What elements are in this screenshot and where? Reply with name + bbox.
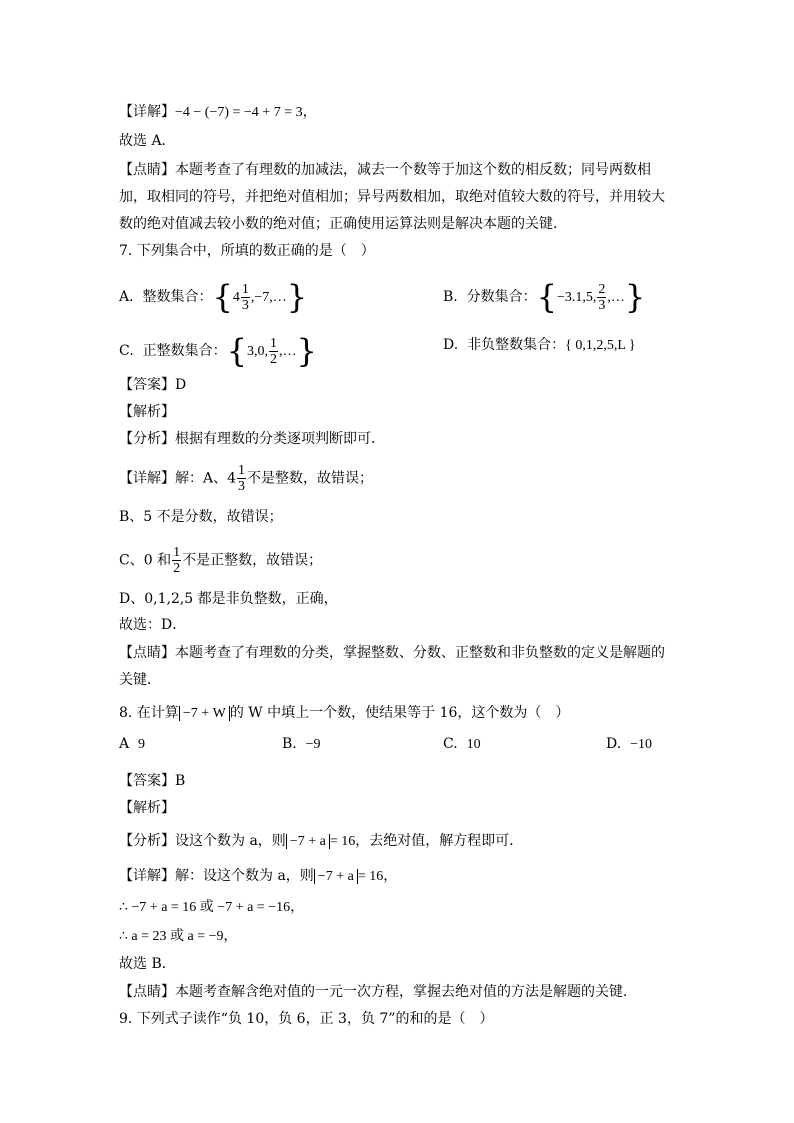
q6-detail bbox=[119, 102, 317, 123]
q8-analysis: 【分析】设这个数为 a，则 −7 + a = 16，去绝对值，解方程即可． bbox=[119, 833, 524, 849]
fraction: $\frac{1}{2}$ bbox=[269, 335, 277, 367]
q7-choice: 故选：D． bbox=[119, 617, 187, 633]
q8-stem: 8. 在计算 −7 + W 的 W 中填上一个数，使结果等于 16，这个数为（ ） bbox=[119, 705, 570, 721]
q7-option-b: B. 分数集合：{−3.1,5, $\frac{2}{3}$ ,…} bbox=[443, 278, 646, 316]
fraction: $\frac{1}{3}$ bbox=[238, 463, 246, 494]
q6-comment-line-1: 【点睛】本题考查了有理数的加减法，减去一个数等于加这个数的相反数；同号两数相 bbox=[119, 162, 651, 178]
absolute-value-expression: −7 + W bbox=[179, 706, 230, 721]
q8-option-b: B. −9 bbox=[282, 736, 321, 752]
q8-option-c: C. 10 bbox=[443, 736, 481, 752]
q7-comment-line-1: 【点睛】本题考查了有理数的分类，掌握整数、分数、正整数和非负整数的定义是解题的 bbox=[119, 645, 665, 661]
q8-answer: 【答案】B bbox=[119, 773, 186, 789]
left-brace: { bbox=[212, 278, 233, 316]
fraction: $\frac{1}{3}$ bbox=[241, 281, 249, 313]
q7-option-c: C. 正整数集合：{3,0, $\frac{1}{2}$ ,…} bbox=[119, 332, 317, 370]
comment-tag: 【点睛】 bbox=[119, 162, 175, 178]
q6-comment-line-3: 数的绝对值减去较小数的绝对值；正确使用运算法则是解决本题的关键． bbox=[119, 216, 567, 232]
q7-detail-d: D、0,1,2,5 都是非负整数，正确， bbox=[119, 591, 338, 607]
absolute-value-expression: −7 + a bbox=[314, 869, 358, 884]
q8-step-1: ∴ −7 + a = 16 或 −7 + a = −16， bbox=[119, 900, 305, 915]
q7-detail-a: 【详解】解：A、4 $\frac{1}{3}$ 不是整数，故错误； bbox=[119, 463, 374, 494]
right-brace: } bbox=[286, 278, 308, 316]
q8-detail: 【详解】解：设这个数为 a，则 −7 + a = 16， bbox=[119, 868, 398, 884]
absolute-value-expression: −7 + a bbox=[286, 834, 330, 849]
q8-step-2: ∴ a = 23 或 a = −9， bbox=[119, 929, 238, 944]
q7-comment-line-2: 关键． bbox=[119, 672, 161, 688]
q8-option-a: A 9 bbox=[119, 736, 146, 752]
detail-tag: 【详解】 bbox=[119, 104, 175, 120]
q7-analysis: 【分析】根据有理数的分类逐项判断即可． bbox=[119, 431, 385, 447]
q8-option-d: D. −10 bbox=[606, 736, 652, 752]
q7-answer: 【答案】D bbox=[119, 377, 187, 393]
left-brace: { bbox=[536, 278, 558, 316]
q7-detail-c: C、0 和 $\frac{1}{2}$ 不是正整数，故错误； bbox=[119, 545, 323, 576]
fraction: $\frac{1}{2}$ bbox=[173, 545, 181, 576]
q7-analysis-tag: 【解析】 bbox=[119, 404, 175, 420]
q6-comment-line-2: 加，取相同的符号，并把绝对值相加；异号两数相加，取绝对值较大数的符号，并用较大 bbox=[119, 189, 665, 205]
detail-expression: −4 − (−7) = −4 + 7 = 3， bbox=[175, 105, 317, 120]
q6-choice: 故选 A． bbox=[119, 133, 176, 149]
right-brace: } bbox=[296, 332, 317, 370]
fraction: $\frac{2}{3}$ bbox=[598, 281, 606, 313]
q8-choice: 故选 B． bbox=[119, 956, 176, 972]
left-brace: { bbox=[226, 332, 247, 370]
q8-comment: 【点睛】本题考查解含绝对值的一元一次方程，掌握去绝对值的方法是解题的关键． bbox=[119, 984, 637, 1000]
q9-stem: 9. 下列式子读作“负 10，负 6，正 3，负 7”的和的是（ ） bbox=[119, 1011, 494, 1027]
right-brace: } bbox=[624, 278, 646, 316]
q7-option-d: D. 非负整数集合：{ 0,1,2,5,L } bbox=[443, 337, 636, 353]
q7-detail-b: B、5 不是分数，故错误； bbox=[119, 509, 283, 525]
q7-option-a: A. 整数集合：{4 $\frac{1}{3}$ ,−7,…} bbox=[119, 278, 308, 316]
q8-analysis-tag: 【解析】 bbox=[119, 800, 175, 816]
q7-stem: 7. 下列集合中，所填的数正确的是（ ） bbox=[119, 243, 375, 259]
